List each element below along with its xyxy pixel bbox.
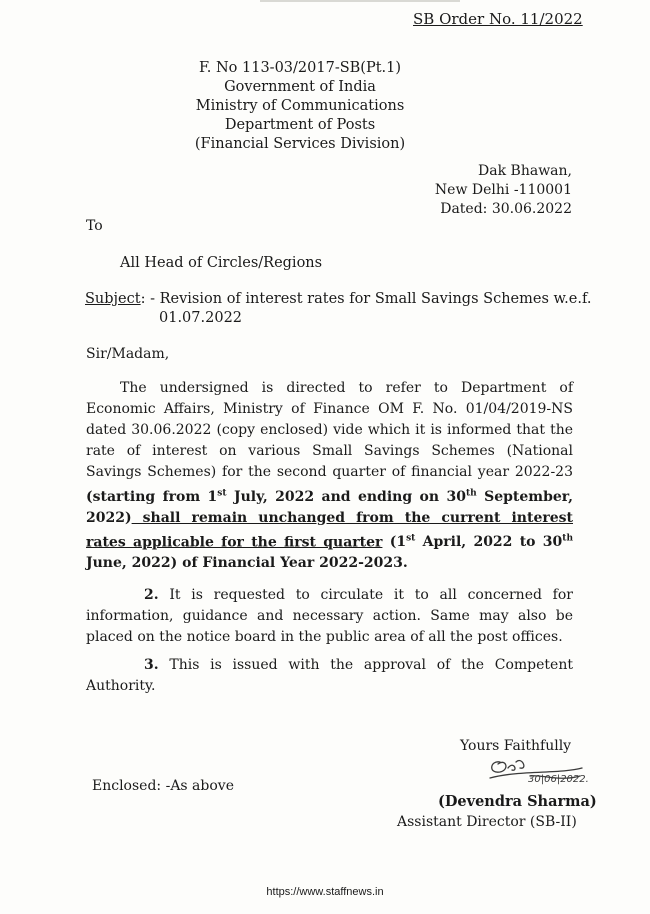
address-building: Dak Bhawan, [478, 163, 572, 179]
division-name: (Financial Services Division) [194, 136, 406, 152]
subject-line-1: Revision of interest rates for Small Savings Schemes w.e.f. [159, 291, 592, 307]
signatory-name: (Devendra Sharma) [438, 793, 597, 810]
para1-period-start: (1 [382, 534, 407, 551]
handwritten-signature [470, 752, 610, 797]
superscript: st [406, 533, 416, 544]
para1-bold-end: September, 2022) [86, 488, 574, 526]
para1-period-mid: April, 2022 to 30 [415, 534, 563, 551]
letter-date: Dated: 30.06.2022 [440, 201, 572, 217]
para2-number: 2. [144, 587, 159, 603]
superscript: th [465, 488, 477, 498]
para1-bold-mid: July, 2022 and ending on 30 [226, 488, 466, 505]
enclosure-note: Enclosed: -As above [92, 778, 234, 794]
file-number: F. No 113-03/2017-SB(Pt.1) [198, 60, 402, 76]
addressee: All Head of Circles/Regions [120, 255, 323, 271]
para1-bold-start: (starting from 1 [86, 488, 218, 505]
paragraph-2 [86, 585, 573, 648]
para1-period-end: June, 2022) of Financial Year 2022-2023. [86, 555, 408, 572]
subject-label: Subject [85, 291, 141, 307]
para3-text: This is issued with the approval of the Competent Authority. [86, 657, 573, 694]
para1-text: The undersigned is directed to refer to Department of Economic Affairs, Ministry of Finance OM F. No. 01/04/2019-NS dated 30.06.2022 (copy enclosed) vide which it is informed that the rate of interest on various Small Savings Schemes (National Savings Schemes) for the second quarter of financial year 2022-23 [86, 380, 573, 480]
government-name: Government of India [224, 79, 376, 95]
paragraph-1 [86, 378, 573, 574]
subject-block [85, 290, 591, 328]
order-number: SB Order No. 11/2022 [413, 10, 583, 28]
signatory-designation: Assistant Director (SB-II) [397, 814, 577, 830]
paragraph-3 [86, 655, 573, 697]
superscript: st [217, 488, 227, 498]
bleed-through-mark [260, 0, 460, 2]
sender-address [390, 162, 572, 219]
svg-text:30|06|2022.: 30|06|2022. [528, 774, 589, 785]
para1-underlined: shall remain unchanged from the current interest rates applicable for the first quarter [86, 509, 573, 551]
footer-url: https://www.staffnews.in [266, 886, 384, 898]
salutation: Sir/Madam, [86, 346, 170, 362]
subject-separator: : - [140, 291, 160, 307]
superscript: th [562, 533, 573, 544]
para3-number: 3. [144, 657, 159, 673]
to-label: To [86, 218, 103, 234]
subject-line-2: 01.07.2022 [159, 310, 243, 326]
department-name: Department of Posts [224, 117, 376, 133]
address-city: New Delhi -110001 [434, 182, 572, 198]
letter-header [0, 59, 600, 154]
closing: Yours Faithfully [460, 738, 572, 754]
para2-text: It is requested to circulate it to all concerned for information, guidance and necessary action. Same may also be placed on the notice board in the public area of all the post offices. [86, 587, 573, 645]
ministry-name: Ministry of Communications [195, 98, 405, 114]
